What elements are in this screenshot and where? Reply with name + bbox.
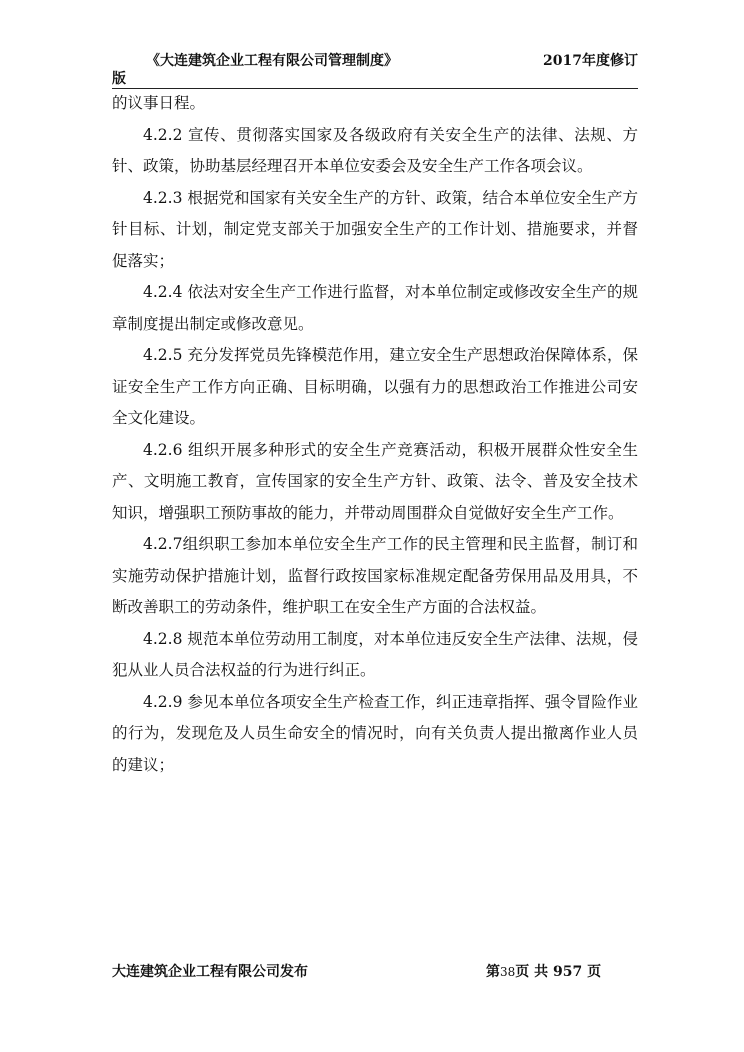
page-suffix: 页 <box>587 964 602 980</box>
header-title: 《大连建筑企业工程有限公司管理制度》 <box>146 53 398 69</box>
paragraph-continuation: 的议事日程。 <box>112 94 206 112</box>
page-number: 38 <box>500 965 516 979</box>
page-footer <box>112 962 638 982</box>
paragraph-4-2-4: 4.2.4 依法对安全生产工作进行监督，对本单位制定或修改安全生产的规章制度提出制定或修改意见。 <box>112 283 638 333</box>
page-counter <box>486 962 601 982</box>
paragraph-4-2-8: 4.2.8 规范本单位劳动用工制度，对本单位违反安全生产法律、法规，侵犯从业人员合法权益的行为进行纠正。 <box>112 629 638 679</box>
page-prefix: 第 <box>486 964 500 980</box>
footer-publisher: 大连建筑企业工程有限公司发布 <box>112 964 308 980</box>
paragraph-4-2-5: 4.2.5 充分发挥党员先锋模范作用，建立安全生产思想政治保障体系，保证安全生产工作方向正确、目标明确，以强有力的思想政治工作推进公司安全文化建设。 <box>112 346 638 427</box>
header-revision-tail: 版 <box>112 71 126 87</box>
paragraph-4-2-6: 4.2.6 组织开展多种形式的安全生产竞赛活动，积极开展群众性安全生产、文明施工教育，宣传国家的安全生产方针、政策、法令、普及安全技术知识，增强职工预防事故的能力，并带动周围群众自觉做好安全生产工作。 <box>112 440 638 522</box>
total-pages: 957 <box>553 964 583 980</box>
header-revision: 2017年度修订 <box>543 53 638 69</box>
page-header <box>112 52 638 89</box>
paragraph-4-2-2: 4.2.2 宣传、贯彻落实国家及各级政府有关安全生产的法律、法规、方针、政策，协助基层经理召开本单位安委会及安全生产工作各项会议。 <box>112 125 638 175</box>
document-body <box>112 88 638 781</box>
paragraph-4-2-9: 4.2.9 参见本单位各项安全生产检查工作，纠正违章指挥、强令冒险作业的行为，发现危及人员生命安全的情况时，向有关负责人提出撤离作业人员的建议； <box>112 692 638 774</box>
paragraph-4-2-3: 4.2.3 根据党和国家有关安全生产的方针、政策，结合本单位安全生产方针目标、计划，制定党支部关于加强安全生产的工作计划、措施要求，并督促落实； <box>112 188 638 270</box>
paragraph-4-2-7: 4.2.7组织职工参加本单位安全生产工作的民主管理和民主监督，制订和实施劳动保护措施计划，监督行政按国家标准规定配备劳保用品及用具，不断改善职工的劳动条件，维护职工在安全生产方面的合法权益。 <box>112 535 638 616</box>
page-middle: 页 共 <box>515 964 549 980</box>
